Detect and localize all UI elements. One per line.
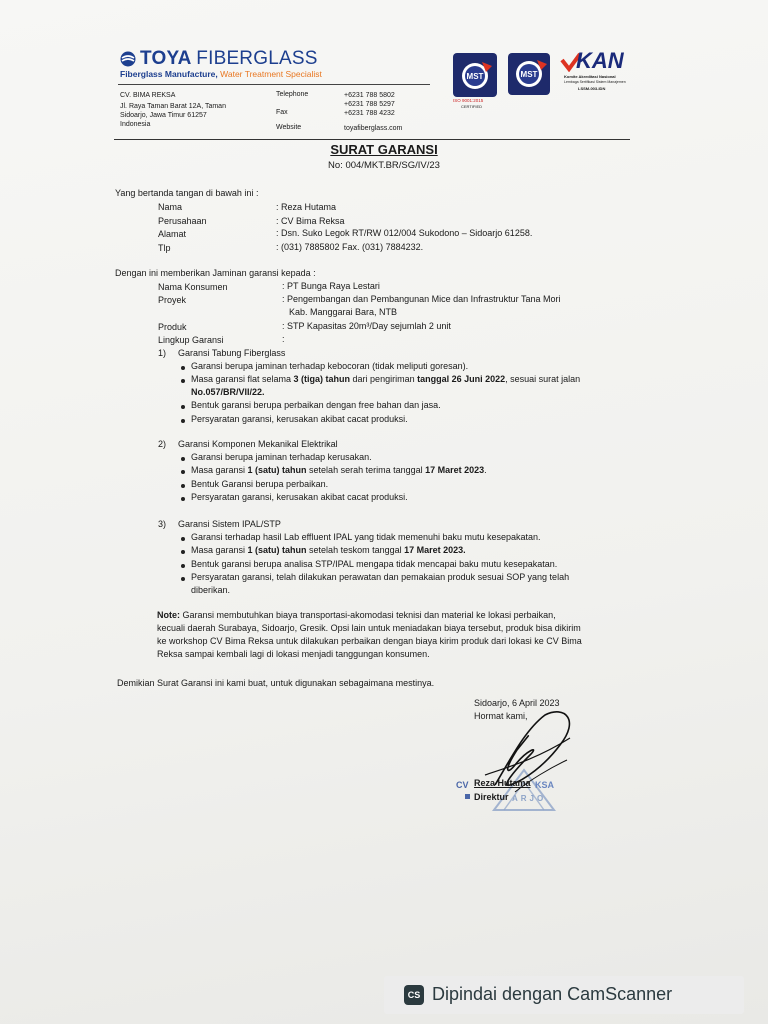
bullet: [181, 497, 185, 501]
bullet: [181, 470, 185, 474]
mst-iso-seal-icon: [452, 52, 498, 98]
bullet: [181, 484, 185, 488]
bullet-text: diberikan.: [191, 585, 231, 595]
note-line: Reksa sampai kembali lagi di lokasi menjadi tanggungan konsumen.: [157, 649, 430, 659]
bullet: [181, 577, 185, 581]
kan-caption: Lembaga Sertifikasi Sistem Manajemen: [564, 80, 626, 84]
bullet-text: Bentuk garansi berupa analisa STP/IPAL mengapa tidak mencapai baku mutu kesepakatan.: [191, 559, 558, 569]
address-line: Indonesia: [120, 121, 151, 128]
field-label: Nama: [158, 202, 183, 212]
telephone-label: Telephone: [276, 91, 309, 98]
field-label: Lingkup Garansi: [158, 335, 224, 345]
brand-tagline: Fiberglass Manufacture, Water Treatment Specialist: [120, 69, 322, 79]
bullet-text: Masa garansi 1 (satu) tahun setelah teskom tanggal 17 Maret 2023.: [191, 545, 466, 555]
bullet: [181, 564, 185, 568]
field-label: Perusahaan: [158, 216, 207, 226]
iso-caption: ISO 9001:2015: [453, 98, 484, 103]
camscanner-icon: CS: [404, 985, 424, 1005]
section-number: 1): [158, 348, 167, 358]
kan-badge: [560, 48, 636, 98]
note-line: ke workshop CV Bima Reksa untuk dilakukan perbaikan dengan biaya kirim produk dari lokasi ke CV Bima: [157, 636, 582, 646]
field-label: Proyek: [158, 295, 187, 305]
field-value: Kab. Manggarai Bara, NTB: [289, 307, 398, 317]
intro-text: Yang bertanda tangan di bawah ini :: [115, 188, 259, 198]
svg-text:MST: MST: [466, 72, 484, 81]
brand-name: TOYA FIBERGLASS: [140, 48, 318, 69]
field-value: : PT Bunga Raya Lestari: [282, 281, 380, 291]
field-value: : (031) 7885802 Fax. (031) 7884232.: [276, 242, 424, 252]
bullet: [181, 405, 185, 409]
signer-name: Reza Hutama: [474, 778, 531, 788]
kan-logo-text: KAN: [576, 48, 624, 73]
mst-badge: [507, 52, 553, 98]
svg-text:MST: MST: [520, 70, 538, 79]
field-value: : Pengembangan dan Pembangunan Mice dan Infrastruktur Tana Mori: [282, 294, 561, 304]
section-title: Garansi Tabung Fiberglass: [178, 348, 286, 358]
bullet: [181, 379, 185, 383]
bullet-text: Bentuk Garansi berupa perbaikan.: [191, 479, 329, 489]
bullet-text: Masa garansi 1 (satu) tahun setelah serah terima tanggal 17 Maret 2023.: [191, 465, 487, 475]
mst-iso-badge: [452, 52, 498, 110]
field-label: Nama Konsumen: [158, 282, 228, 292]
section-number: 3): [158, 519, 167, 529]
address-line: Sidoarjo, Jawa Timur 61257: [120, 112, 207, 119]
stamp-text: ARJO: [512, 794, 547, 803]
bullet: [181, 457, 185, 461]
fax-label: Fax: [276, 109, 288, 116]
iso-sub-caption: CERTIFIED: [461, 104, 483, 109]
bullet: [181, 537, 185, 541]
stamp-text: KSA: [535, 780, 555, 790]
field-value: : Reza Hutama: [276, 202, 337, 212]
telephone-value: +6231 788 5297: [344, 101, 395, 108]
section-title: Garansi Komponen Mekanikal Elektrikal: [178, 439, 338, 449]
field-value: :: [282, 334, 285, 344]
mst-seal-icon: [507, 52, 551, 96]
bullet-text: No.057/BR/VII/22.: [191, 387, 265, 397]
document-number: No: 004/MKT.BR/SG/IV/23: [328, 160, 440, 171]
bullet: [181, 419, 185, 423]
website-value: toyafiberglass.com: [344, 125, 403, 132]
toya-logo-icon: [120, 51, 136, 67]
field-value: : Dsn. Suko Legok RT/RW 012/004 Sukodono – Sidoarjo 61258.: [276, 228, 533, 238]
closing-text: Demikian Surat Garansi ini kami buat, untuk digunakan sebagaimana mestinya.: [117, 678, 435, 688]
field-value: : STP Kapasitas 20m³/Day sejumlah 2 unit: [282, 321, 451, 331]
field-label: Produk: [158, 322, 187, 332]
field-label: Tlp: [158, 243, 171, 253]
bullet-text: Masa garansi flat selama 3 (tiga) tahun dari pengiriman tanggal 26 Juni 2022, sesuai surat jalan: [191, 374, 581, 384]
field-label: Alamat: [158, 229, 187, 239]
bullet-text: Persyaratan garansi, kerusakan akibat cacat produksi.: [191, 492, 408, 502]
note-line: Note: Garansi membutuhkan biaya transportasi-akomodasi teknisi dan material ke lokasi perbaikan,: [157, 610, 556, 620]
bullet-text: Persyaratan garansi, kerusakan akibat cacat produksi.: [191, 414, 408, 424]
document-title: SURAT GARANSI: [330, 142, 438, 157]
place-date: Sidoarjo, 6 April 2023: [474, 698, 560, 708]
bullet-text: Persyaratan garansi, telah dilakukan perawatan dan pemakaian produk sesuai SOP yang telah: [191, 572, 570, 582]
fax-value: +6231 788 4232: [344, 110, 395, 117]
note-line: kecuali daerah Surabaya, Sidoarjo, Gresik. Opsi lain untuk meniadakan biaya tersebut, produk bisa dikirim: [157, 623, 581, 633]
bullet: [181, 366, 185, 370]
bullet-text: Garansi berupa jaminan terhadap kebocoran (tidak meliputi goresan).: [191, 361, 469, 371]
bullet-text: Garansi berupa jaminan terhadap kerusakan.: [191, 452, 372, 462]
header-divider: [118, 84, 430, 85]
kan-caption: Komite Akreditasi Nasional: [564, 74, 616, 79]
stamp-text: CV: [456, 780, 469, 790]
bullet-text: Bentuk garansi berupa perbaikan dengan free bahan dan jasa.: [191, 400, 441, 410]
website-label: Website: [276, 124, 302, 131]
warranty-intro: Dengan ini memberikan Jaminan garansi kepada :: [115, 268, 316, 278]
regards: Hormat kami,: [474, 711, 528, 721]
bullet-text: Garansi terhadap hasil Lab effluent IPAL yang tidak memenuhi baku mutu kesepakatan.: [191, 532, 541, 542]
company-name: CV. BIMA REKSA: [120, 92, 176, 99]
camscanner-watermark-text: Dipindai dengan CamScanner: [432, 984, 673, 1004]
section-number: 2): [158, 439, 167, 449]
address-line: Jl. Raya Taman Barat 12A, Taman: [120, 103, 226, 110]
header-rule: [114, 139, 630, 140]
section-title: Garansi Sistem IPAL/STP: [178, 519, 281, 529]
kan-caption: LSSM-003-IDN: [578, 86, 606, 91]
bullet: [181, 550, 185, 554]
signer-title: Direktur: [474, 792, 509, 802]
field-value: : CV Bima Reksa: [276, 216, 345, 226]
telephone-value: +6231 788 5802: [344, 92, 395, 99]
